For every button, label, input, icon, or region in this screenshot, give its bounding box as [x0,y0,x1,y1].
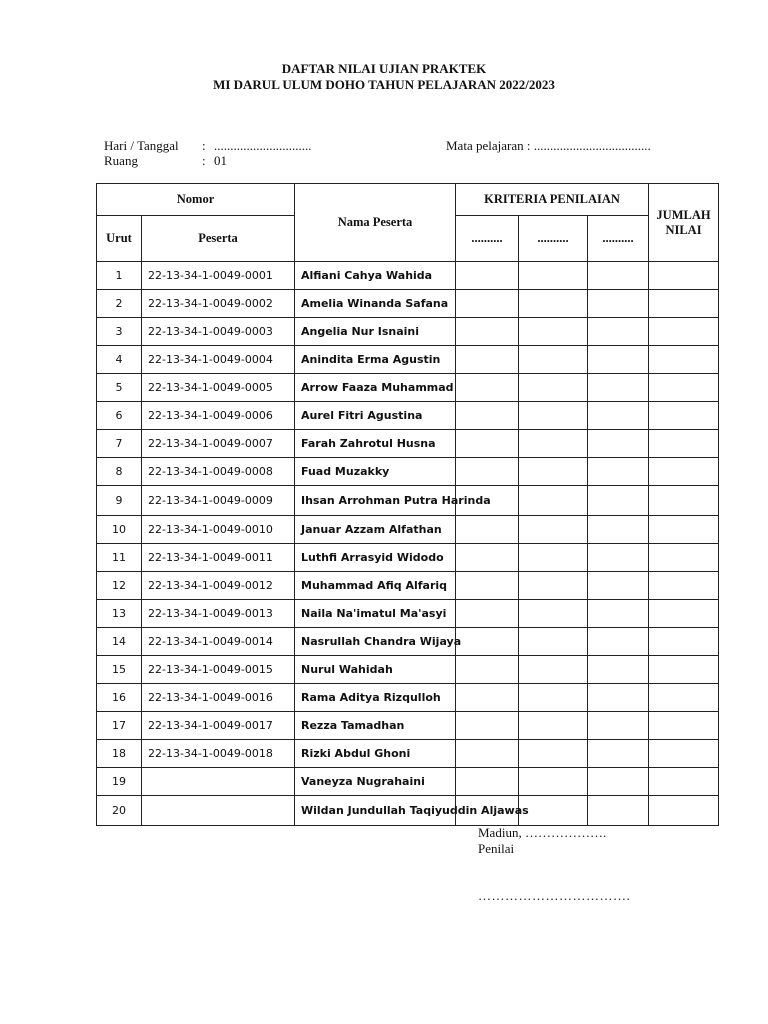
table-row [97,516,719,544]
kriteria-1-cell [456,290,519,318]
kriteria-3-cell [588,684,649,712]
nama-cell: Alfiani Cahya Wahida [295,262,456,290]
peserta-cell: 22-13-34-1-0049-0003 [142,318,295,346]
urut-cell: 6 [97,402,142,430]
jumlah-nilai-cell [649,516,719,544]
nomor-header: Nomor [97,184,295,216]
hari-tanggal-value: .............................. [214,138,312,153]
nama-cell: Rizki Abdul Ghoni [295,740,456,768]
kriteria-2-cell [519,516,588,544]
nilai-label: NILAI [665,222,702,237]
kriteria-2-cell [519,628,588,656]
kriteria-3-cell [588,768,649,796]
kriteria-sub-2: .......... [519,216,588,262]
nama-cell: Wildan Jundullah Taqiyuddin Aljawas [295,796,456,826]
kriteria-3-cell [588,544,649,572]
ruang-row [104,153,227,168]
jumlah-nilai-cell [649,740,719,768]
mata-pelajaran-value: .................................... [533,138,651,153]
kriteria-2-cell [519,430,588,458]
table-row [97,486,719,516]
peserta-cell: 22-13-34-1-0049-0004 [142,346,295,374]
nama-cell: Naila Na'imatul Ma'asyi [295,600,456,628]
peserta-cell: 22-13-34-1-0049-0011 [142,544,295,572]
urut-cell: 7 [97,430,142,458]
urut-cell: 15 [97,656,142,684]
kriteria-2-cell [519,572,588,600]
kriteria-3-cell [588,430,649,458]
title-line-2: MI DARUL ULUM DOHO TAHUN PELAJARAN 2022/2023 [213,77,555,92]
table-row [97,796,719,826]
hari-tanggal-row [104,138,312,153]
jumlah-nilai-cell [649,684,719,712]
kriteria-1-cell [456,430,519,458]
peserta-cell: 22-13-34-1-0049-0002 [142,290,295,318]
kriteria-3-cell [588,740,649,768]
kriteria-2-cell [519,402,588,430]
peserta-cell: 22-13-34-1-0049-0014 [142,628,295,656]
jumlah-nilai-cell [649,768,719,796]
urut-cell: 8 [97,458,142,486]
jumlah-nilai-cell [649,458,719,486]
kriteria-1-cell [456,346,519,374]
kriteria-2-cell [519,656,588,684]
peserta-cell: 22-13-34-1-0049-0017 [142,712,295,740]
kriteria-3-cell [588,516,649,544]
peserta-cell: 22-13-34-1-0049-0015 [142,656,295,684]
peserta-cell: 22-13-34-1-0049-0001 [142,262,295,290]
table-row [97,740,719,768]
urut-header: Urut [97,216,142,262]
kriteria-sub-1: .......... [456,216,519,262]
nama-cell: Arrow Faaza Muhammad [295,374,456,402]
nama-cell: Amelia Winanda Safana [295,290,456,318]
kriteria-2-cell [519,290,588,318]
kriteria-3-cell [588,262,649,290]
table-row [97,346,719,374]
nama-cell: Vaneyza Nugrahaini [295,768,456,796]
jumlah-nilai-cell [649,712,719,740]
jumlah-label: JUMLAH [656,207,711,222]
kriteria-2-cell [519,768,588,796]
urut-cell: 2 [97,290,142,318]
kriteria-2-cell [519,712,588,740]
jumlah-nilai-cell [649,430,719,458]
peserta-cell: 22-13-34-1-0049-0008 [142,458,295,486]
nama-cell: Farah Zahrotul Husna [295,430,456,458]
peserta-cell: 22-13-34-1-0049-0018 [142,740,295,768]
kriteria-1-cell [456,684,519,712]
peserta-cell: 22-13-34-1-0049-0007 [142,430,295,458]
urut-cell: 4 [97,346,142,374]
jumlah-nilai-cell [649,374,719,402]
hari-tanggal-label: Hari / Tanggal [104,138,179,153]
urut-cell: 19 [97,768,142,796]
kriteria-1-cell [456,656,519,684]
peserta-cell: 22-13-34-1-0049-0010 [142,516,295,544]
kriteria-3-cell [588,318,649,346]
kriteria-3-cell [588,486,649,516]
jumlah-nilai-cell [649,290,719,318]
peserta-header: Peserta [142,216,295,262]
urut-cell: 11 [97,544,142,572]
peserta-cell: 22-13-34-1-0049-0009 [142,486,295,516]
kriteria-header: KRITERIA PENILAIAN [456,184,649,216]
jumlah-nilai-cell [649,572,719,600]
table-row [97,600,719,628]
table-row [97,684,719,712]
table-row [97,318,719,346]
urut-cell: 17 [97,712,142,740]
kriteria-1-cell [456,544,519,572]
table-row [97,544,719,572]
hari-tanggal-sep: : [202,138,206,153]
peserta-cell [142,796,295,826]
urut-cell: 5 [97,374,142,402]
urut-cell: 18 [97,740,142,768]
kriteria-1-cell [456,572,519,600]
table-row [97,290,719,318]
mata-pelajaran-label: Mata pelajaran : [446,138,531,153]
nama-cell: Nasrullah Chandra Wijaya [295,628,456,656]
jumlah-nilai-cell [649,318,719,346]
signature-name-line: ……………………………. [478,888,631,903]
nama-cell: Aurel Fitri Agustina [295,402,456,430]
header-row-1 [97,184,719,216]
kriteria-3-cell [588,600,649,628]
peserta-cell: 22-13-34-1-0049-0012 [142,572,295,600]
kriteria-1-cell [456,262,519,290]
jumlah-nilai-cell [649,346,719,374]
kriteria-3-cell [588,628,649,656]
urut-cell: 20 [97,796,142,826]
kriteria-3-cell [588,796,649,826]
urut-cell: 1 [97,262,142,290]
nama-cell: Fuad Muzakky [295,458,456,486]
jumlah-nilai-cell [649,628,719,656]
peserta-cell: 22-13-34-1-0049-0005 [142,374,295,402]
kriteria-3-cell [588,572,649,600]
kriteria-2-cell [519,346,588,374]
jumlah-nilai-cell [649,544,719,572]
nama-cell: Luthfi Arrasyid Widodo [295,544,456,572]
urut-cell: 16 [97,684,142,712]
peserta-cell: 22-13-34-1-0049-0016 [142,684,295,712]
jumlah-nilai-cell [649,486,719,516]
urut-cell: 14 [97,628,142,656]
jumlah-nilai-cell [649,402,719,430]
table-row [97,458,719,486]
kriteria-2-cell [519,374,588,402]
ruang-sep: : [202,153,206,168]
kriteria-1-cell [456,458,519,486]
signature-block [478,825,631,903]
jumlah-nilai-cell [649,796,719,826]
urut-cell: 9 [97,486,142,516]
nama-cell: Nurul Wahidah [295,656,456,684]
kriteria-3-cell [588,402,649,430]
kriteria-1-cell [456,318,519,346]
kriteria-1-cell [456,740,519,768]
signature-place: Madiun, ………………. [478,825,607,840]
kriteria-3-cell [588,346,649,374]
ruang-label: Ruang [104,153,138,168]
nama-cell: Angelia Nur Isnaini [295,318,456,346]
kriteria-2-cell [519,600,588,628]
kriteria-1-cell [456,402,519,430]
jumlah-nilai-cell [649,262,719,290]
kriteria-3-cell [588,290,649,318]
nama-cell: Muhammad Afiq Alfariq [295,572,456,600]
kriteria-2-cell [519,740,588,768]
mata-pelajaran-row [446,138,651,153]
kriteria-2-cell [519,458,588,486]
table-row [97,402,719,430]
kriteria-sub-3: .......... [588,216,649,262]
ruang-value: 01 [214,153,227,168]
kriteria-1-cell [456,628,519,656]
table-row [97,712,719,740]
grades-table [96,183,719,826]
jumlah-nilai-header [649,184,719,262]
peserta-cell [142,768,295,796]
urut-cell: 13 [97,600,142,628]
signature-role: Penilai [478,841,515,856]
table-row [97,430,719,458]
kriteria-3-cell [588,458,649,486]
jumlah-nilai-cell [649,600,719,628]
table-row [97,768,719,796]
grades-body [97,262,719,826]
nama-cell: Rezza Tamadhan [295,712,456,740]
kriteria-1-cell [456,374,519,402]
kriteria-1-cell [456,516,519,544]
kriteria-2-cell [519,262,588,290]
urut-cell: 3 [97,318,142,346]
nama-cell: Januar Azzam Alfathan [295,516,456,544]
kriteria-1-cell [456,768,519,796]
kriteria-2-cell [519,684,588,712]
table-row [97,628,719,656]
document-title [0,61,768,93]
kriteria-3-cell [588,656,649,684]
kriteria-3-cell [588,712,649,740]
title-line-1: DAFTAR NILAI UJIAN PRAKTEK [281,61,487,76]
urut-cell: 10 [97,516,142,544]
table-row [97,262,719,290]
kriteria-2-cell [519,318,588,346]
urut-cell: 12 [97,572,142,600]
nama-cell: Anindita Erma Agustin [295,346,456,374]
nama-peserta-header: Nama Peserta [295,184,456,262]
table-row [97,656,719,684]
jumlah-nilai-cell [649,656,719,684]
kriteria-2-cell [519,544,588,572]
kriteria-2-cell [519,486,588,516]
kriteria-1-cell [456,600,519,628]
kriteria-1-cell [456,712,519,740]
table-row [97,374,719,402]
nama-cell: Rama Aditya Rizqulloh [295,684,456,712]
nama-cell: Ihsan Arrohman Putra Harinda [295,486,456,516]
peserta-cell: 22-13-34-1-0049-0013 [142,600,295,628]
table-row [97,572,719,600]
kriteria-3-cell [588,374,649,402]
peserta-cell: 22-13-34-1-0049-0006 [142,402,295,430]
